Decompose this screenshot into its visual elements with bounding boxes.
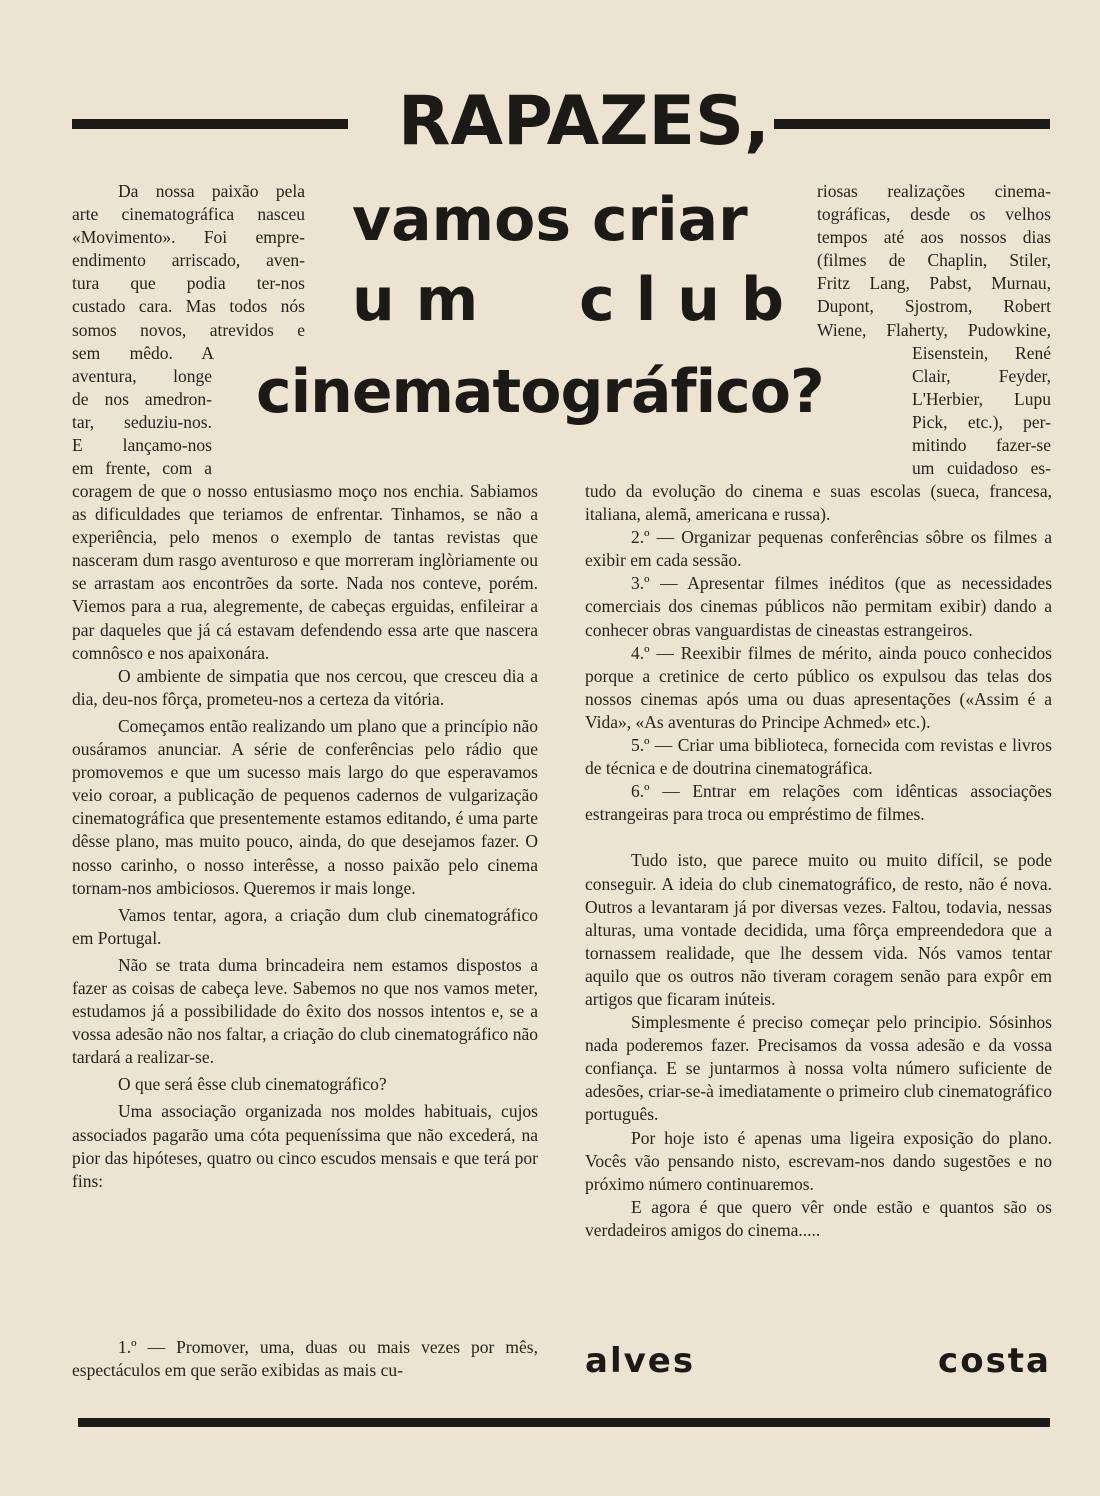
paragraph: Simplesmente é preciso começar pelo principio. Sósinhos nada poderemos fazer. Precisamos da vossa adesão e da vossa confiança. E se juntarmos à nossa volta número suficiente de adesões, criar-se-à imediatamente o primeiro club cinematográfico português. [585,1012,1052,1125]
paragraph: 2.º — Organizar pequenas conferências sôbre os filmes a exibir em cada sessão. [585,527,1052,571]
text-line: custado cara. Mas todos nós [72,296,305,317]
intro-right-text [817,180,1051,480]
paragraph: Tudo isto, que parece muito ou muito difícil, se pode conseguir. A ideia do club cinematográfico, de resto, não é nova. Outros a levantaram já por diversas vezes. Faltou, todavia, nessas alturas, uma vontade decidida, uma fôrça empreendedora que a tornassem realidade, que lhe dessem vida. Nós vamos tentar aquilo que os outros não tiveram coragem senão para expôr em artigos que ficaram inúteis. [585,850,1052,1009]
paragraph: tudo da evolução do cinema e suas escolas (sueca, francesa, italiana, alemã, americana e russa). [585,481,1052,525]
bottom-rule [78,1418,1050,1427]
text-line: endimento arriscado, aven- [72,250,305,271]
title-rule-left [72,119,348,129]
paragraph: 6.º — Entrar em relações com idênticas associações estrangeiras para troca ou empréstimo de filmes. [585,781,1052,825]
headline-line-4: cinematográfico? [256,357,824,427]
paragraph: Vamos tentar, agora, a criação dum club cinematográfico em Portugal. [72,904,538,948]
text-line: em frente, com a [72,458,212,479]
text-line: tempos até aos nossos dias [817,227,1051,248]
text-line: mitindo fazer-se [912,435,1051,456]
paragraph: coragem de que o nosso entusiasmo moço nos enchia. Sabiamos as dificuldades que teriamos de enfrentar. Tinhamos, se não a experiência, pelo menos o exemplo de tantas revistas que nasceram dum rasgo aventuroso e que morreram inglòriamente ou se arrastam aos encontrões da sorte. Nada nos conteve, porém. Viemos para a rua, alegremente, de cabeças erguidas, enfileirar a par daqueles que já cá estavam defendendo essa arte que nascera comnôsco e nos apaixonára. [72,481,538,663]
text-line: E lançamo-nos [72,435,212,456]
paragraph: Não se trata duma brincadeira nem estamos dispostos a fazer as coisas de cabeça leve. Sabemos no que nos vamos meter, estudamos já a possibilidade do êxito dos nossos intentos e, se a vossa adesão não nos faltar, a criação do club cinematográfico não tardará a realizar-se. [72,954,538,1068]
paragraph: 5.º — Criar uma biblioteca, fornecida com revistas e livros de técnica e de doutrina cinematográfica. [585,735,1052,779]
paragraph: 1.º — Promover, uma, duas ou mais vezes por mês, espectáculos em que serão exibidas as mais cu- [72,1337,538,1381]
text-line: L'Herbier, Lupu [912,388,1051,409]
text-line: Fritz Lang, Pabst, Murnau, [817,273,1051,294]
paragraph: 3.º — Apresentar filmes inéditos (que as necessidades comerciais dos cinemas públicos não permitam exibir) dando a conhecer obras vanguardistas de cineastas estrangeiros. [585,573,1052,640]
first-aim-paragraph [72,1336,538,1382]
text-line: somos novos, atrevidos e [72,319,305,340]
paragraph: E agora é que quero vêr onde estão e quantos são os verdadeiros amigos do cinema..... [585,1196,1052,1240]
text-line: Eisenstein, René [912,342,1051,363]
text-line: tográficas, desde os velhos [817,204,1051,225]
text-line: «Movimento». Foi empre- [72,227,305,248]
paragraph: 4.º — Reexibir filmes de mérito, ainda pouco conhecidos porque a cretinice de certo público os expulsou das telas dos nossos cinemas após uma ou duas apresentações («Assim é a Vida», «As aventuras do Principe Achmed» etc.). [585,642,1052,732]
headline-line-2: vamos criar [352,185,748,255]
text-line: Wiene, Flaherty, Pudowkine, [817,319,1051,340]
text-line: de nos amedron- [72,388,212,409]
right-column [585,480,1052,1242]
text-line: Clair, Feyder, [912,365,1051,386]
paragraph: Uma associação organizada nos moldes habituais, cujos associados pagarão uma cóta pequeníssima que não excederá, na pior das hipóteses, quatro ou cinco escudos mensais e que terá por fins: [72,1101,538,1191]
paragraph: O ambiente de simpatia que nos cercou, que cresceu dia a dia, deu-nos fôrça, prometeu-nos a certeza da vitória. [72,665,538,709]
paragraph: Começamos então realizando um plano que a princípio não ousáramos anunciar. A série de conferências pelo rádio que promovemos e que um sucesso mais largo do que esperavamos veio coroar, a publicação de pequenos cadernos de vulgarização cinematográfica que presentemente estamos editando, é uma parte dêsse plano, mas muito pouco, ainda, do que desejamos fazer. O nosso carinho, o nosso interêsse, a nosso paixão pelo cinema tornam-nos ambiciosos. Queremos ir mais longe. [72,715,538,898]
text-line: Da nossa paixão pela [118,181,305,201]
text-line: aventura, longe [72,365,212,386]
paragraph: Por hoje isto é apenas uma ligeira exposição do plano. Vocês vão pensando nisto, escrevam-nos dando sugestões e no próximo número continuaremos. [585,1127,1052,1194]
title-rule-right [774,119,1050,129]
text-line: sem mêdo. A [72,342,214,363]
text-line: (filmes de Chaplin, Stiler, [817,250,1051,271]
left-column [72,480,538,1193]
text-line: um cuidadoso es- [912,458,1051,479]
text-line: tura que podia ter-nos [72,273,305,294]
text-line: tar, seduziu-nos. [72,411,212,432]
text-line: Dupont, Sjostrom, Robert [817,296,1051,317]
headline-line-1: RAPAZES, [398,82,770,161]
text-line: riosas realizações cinema- [817,181,1051,201]
intro-left-text [72,180,305,480]
author-signature: alves costa [585,1341,1051,1381]
headline-line-3: um club [352,265,805,335]
text-line: arte cinematográfica nasceu [72,204,305,225]
paragraph: O que será êsse club cinematográfico? [118,1074,387,1095]
text-line: Pick, etc.), per- [912,411,1051,432]
